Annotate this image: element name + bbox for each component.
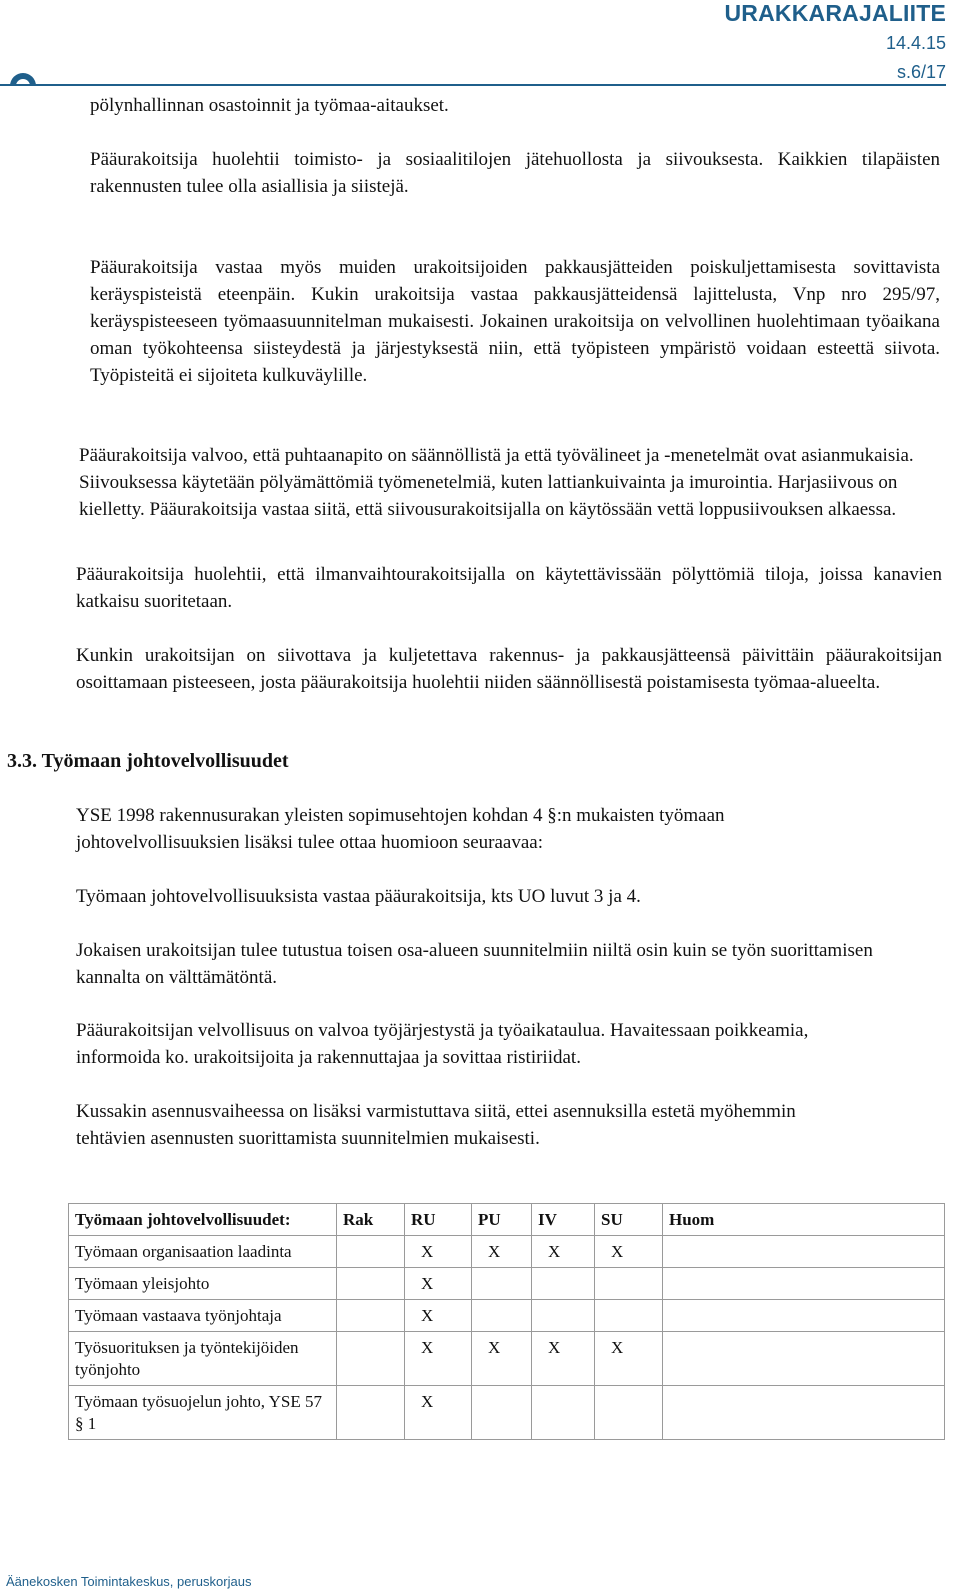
table-cell: X	[595, 1332, 663, 1386]
table-cell	[663, 1268, 945, 1300]
logo-icon	[8, 66, 38, 86]
paragraph-6: Kunkin urakoitsijan on siivottava ja kuljetettava rakennus- ja pakkausjätteensä päivittäin pääurakoitsijan osoittamaan pisteeseen, josta pääurakoitsija huolehtii niiden säännöllisestä poistamisesta työmaa-alueelta.	[76, 645, 942, 693]
table-cell: Työmaan työsuojelun johto, YSE 57 § 1	[69, 1386, 337, 1440]
table-cell	[595, 1268, 663, 1300]
table-cell	[663, 1236, 945, 1268]
table-cell	[472, 1268, 532, 1300]
table-cell	[663, 1332, 945, 1386]
section-paragraph-2: Työmaan johtovelvollisuuksista vastaa pääurakoitsija, kts UO luvut 3 ja 4.	[76, 886, 641, 907]
table-cell: X	[532, 1332, 595, 1386]
table-cell: Työmaan yleisjohto	[69, 1268, 337, 1300]
table-header-cell: PU	[472, 1204, 532, 1236]
table-cell: X	[405, 1236, 472, 1268]
table-header-row	[69, 1204, 945, 1236]
paragraph-2: Pääurakoitsija huolehtii toimisto- ja sosiaalitilojen jätehuollosta ja siivouksesta. Kaikkien tilapäisten rakennusten tulee olla asiallisia ja siistejä.	[90, 149, 940, 197]
table-cell	[337, 1300, 405, 1332]
table-cell: Työmaan organisaation laadinta	[69, 1236, 337, 1268]
table-cell	[532, 1386, 595, 1440]
table-cell: X	[405, 1386, 472, 1440]
table-cell: X	[472, 1332, 532, 1386]
table-cell	[472, 1386, 532, 1440]
table-row	[69, 1268, 945, 1300]
table-cell	[472, 1300, 532, 1332]
section-paragraph-4: Pääurakoitsijan velvollisuus on valvoa työjärjestystä ja työaikataulua. Havaitessaan poikkeamia, informoida ko. urakoitsijoita ja rakennuttajaa ja sovittaa ristiriidat.	[76, 1020, 809, 1068]
paragraph-1: pölynhallinnan osastoinnit ja työmaa-aitaukset.	[90, 95, 449, 116]
table-cell	[595, 1386, 663, 1440]
table-cell	[532, 1268, 595, 1300]
table-header-cell: SU	[595, 1204, 663, 1236]
paragraph-3: Pääurakoitsija vastaa myös muiden urakoitsijoiden pakkausjätteiden poiskuljettamisesta sovittavista keräyspisteistä eteenpäin. Kukin urakoitsija vastaa pakkausjätteidensä lajittelusta, Vnp nro 295/97, keräyspisteeseen työmaasuunnitelman mukaisesti. Jokainen urakoitsija on velvollinen huolehtimaan työaikana oman työkohteensa siisteydestä ja järjestyksestä niin, että työpisteen ympäristö voidaan esteettä siivota. Työpisteitä ei sijoiteta kulkuväylille.	[90, 257, 940, 386]
table-row	[69, 1332, 945, 1386]
table-header-cell: Rak	[337, 1204, 405, 1236]
table-header-cell: Huom	[663, 1204, 945, 1236]
table-cell	[532, 1300, 595, 1332]
table-header-cell: Työmaan johtovelvollisuudet:	[69, 1204, 337, 1236]
table-cell: X	[595, 1236, 663, 1268]
header-divider	[0, 84, 946, 86]
paragraph-5: Pääurakoitsija huolehtii, että ilmanvaihtourakoitsijalla on käytettävissään pölyttömiä tiloja, joissa kanavien katkaisu suoritetaan.	[76, 564, 942, 612]
table-row	[69, 1300, 945, 1332]
table-cell: Työsuorituksen ja työntekijöiden työnjohto	[69, 1332, 337, 1386]
table-cell: Työmaan vastaava työnjohtaja	[69, 1300, 337, 1332]
table-cell	[595, 1300, 663, 1332]
table-cell: X	[405, 1332, 472, 1386]
section-paragraph-5: Kussakin asennusvaiheessa on lisäksi varmistuttava siitä, ettei asennuksilla estetä myöhemmin tehtävien asennusten suorittamista suunnitelmien mukaisesti.	[76, 1101, 796, 1149]
section-paragraph-3: Jokaisen urakoitsijan tulee tutustua toisen osa-alueen suunnitelmiin niiltä osin kuin se työn suorittamisen kannalta on välttämätöntä.	[76, 940, 873, 988]
table-cell	[337, 1332, 405, 1386]
table-row	[69, 1236, 945, 1268]
table-cell: X	[472, 1236, 532, 1268]
document-date: 14.4.15	[885, 33, 946, 53]
table-cell: X	[405, 1300, 472, 1332]
page-footer: Äänekosken Toimintakeskus, peruskorjaus	[6, 1574, 252, 1589]
table-cell	[337, 1268, 405, 1300]
table-cell: X	[532, 1236, 595, 1268]
page-number: s.6/17	[896, 62, 946, 82]
table-header-cell: IV	[532, 1204, 595, 1236]
table-cell	[663, 1386, 945, 1440]
table-row	[69, 1386, 945, 1440]
section-heading: 3.3. Työmaan johtovelvollisuudet	[7, 750, 289, 772]
table-cell: X	[405, 1268, 472, 1300]
table-cell	[337, 1386, 405, 1440]
table-cell	[337, 1236, 405, 1268]
section-paragraph-1: YSE 1998 rakennusurakan yleisten sopimusehtojen kohdan 4 §:n mukaisten työmaan johtovelvollisuuksien lisäksi tulee ottaa huomioon seuraavaa:	[76, 805, 725, 853]
paragraph-4: Pääurakoitsija valvoo, että puhtaanapito on säännöllistä ja että työvälineet ja -menetelmät ovat asianmukaisia. Siivouksessa käytetään pölyämättömiä työmenetelmiä, kuten lattiankuivainta ja imurointia. Harjasiivous on kielletty. Pääurakoitsija vastaa siitä, että siivousurakoitsijalla on käytössään vettä loppusiivouksen alkaessa.	[79, 445, 914, 520]
table-cell	[663, 1300, 945, 1332]
table-header-cell: RU	[405, 1204, 472, 1236]
document-title: URAKKARAJALIITE	[724, 0, 946, 26]
duty-table	[68, 1203, 945, 1440]
